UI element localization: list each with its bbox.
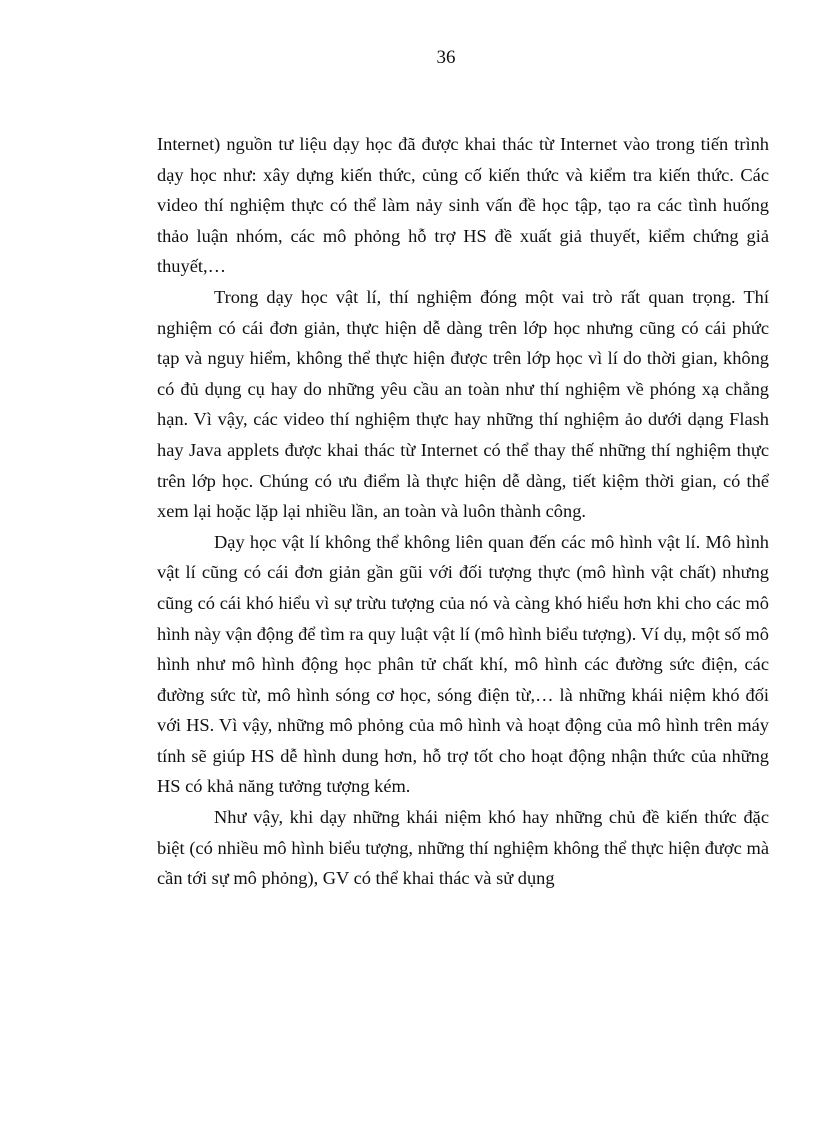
paragraph-2: Trong dạy học vật lí, thí nghiệm đóng một vai trò rất quan trọng. Thí nghiệm có cái đơn giản, thực hiện dễ dàng trên lớp học nhưng cũng có cái phức tạp và nguy hiểm, không thể thực hiện được trên lớp học vì lí do thời gian, không có đủ dụng cụ hay do những yêu cầu an toàn như thí nghiệm về phóng xạ chẳng hạn. Vì vậy, các video thí nghiệm thực hay những thí nghiệm ảo dưới dạng Flash hay Java applets được khai thác từ Internet có thể thay thế những thí nghiệm thực trên lớp học. Chúng có ưu điểm là thực hiện dễ dàng, tiết kiệm thời gian, có thể xem lại hoặc lặp lại nhiều lần, an toàn và luôn thành công. <box>157 286 769 522</box>
paragraph-4: Như vậy, khi dạy những khái niệm khó hay những chủ đề kiến thức đặc biệt (có nhiều mô hình biểu tượng, những thí nghiệm không thể thực hiện được mà cần tới sự mô phỏng), GV có thể khai thác và sử dụng <box>157 807 769 889</box>
body-text <box>157 129 769 894</box>
page-number: 36 <box>436 47 456 68</box>
paragraph-3: Dạy học vật lí không thể không liên quan đến các mô hình vật lí. Mô hình vật lí cũng có cái đơn giản gần gũi với đối tượng thực (mô hình vật chất) nhưng cũng có cái khó hiểu vì sự trừu tượng của nó và càng khó hiểu hơn khi cho các mô hình này vận động để tìm ra quy luật vật lí (mô hình biểu tượng). Ví dụ, một số mô hình như mô hình động học phân tử chất khí, mô hình các đường sức điện, các đường sức từ, mô hình sóng cơ học, sóng điện từ,… là những khái niệm khó đối với HS. Vì vậy, những mô phỏng của mô hình và hoạt động của mô hình trên máy tính sẽ giúp HS dễ hình dung hơn, hỗ trợ tốt cho hoạt động nhận thức của những HS có khả năng tưởng tượng kém. <box>157 531 769 797</box>
paragraph-1: Internet) nguồn tư liệu dạy học đã được khai thác từ Internet vào trong tiến trình dạy học như: xây dựng kiến thức, củng cố kiến thức và kiểm tra kiến thức. Các video thí nghiệm thực có thể làm nảy sinh vấn đề học tập, tạo ra các tình huống thảo luận nhóm, các mô phỏng hỗ trợ HS đề xuất giả thuyết, kiểm chứng giả thuyết,… <box>157 134 769 277</box>
